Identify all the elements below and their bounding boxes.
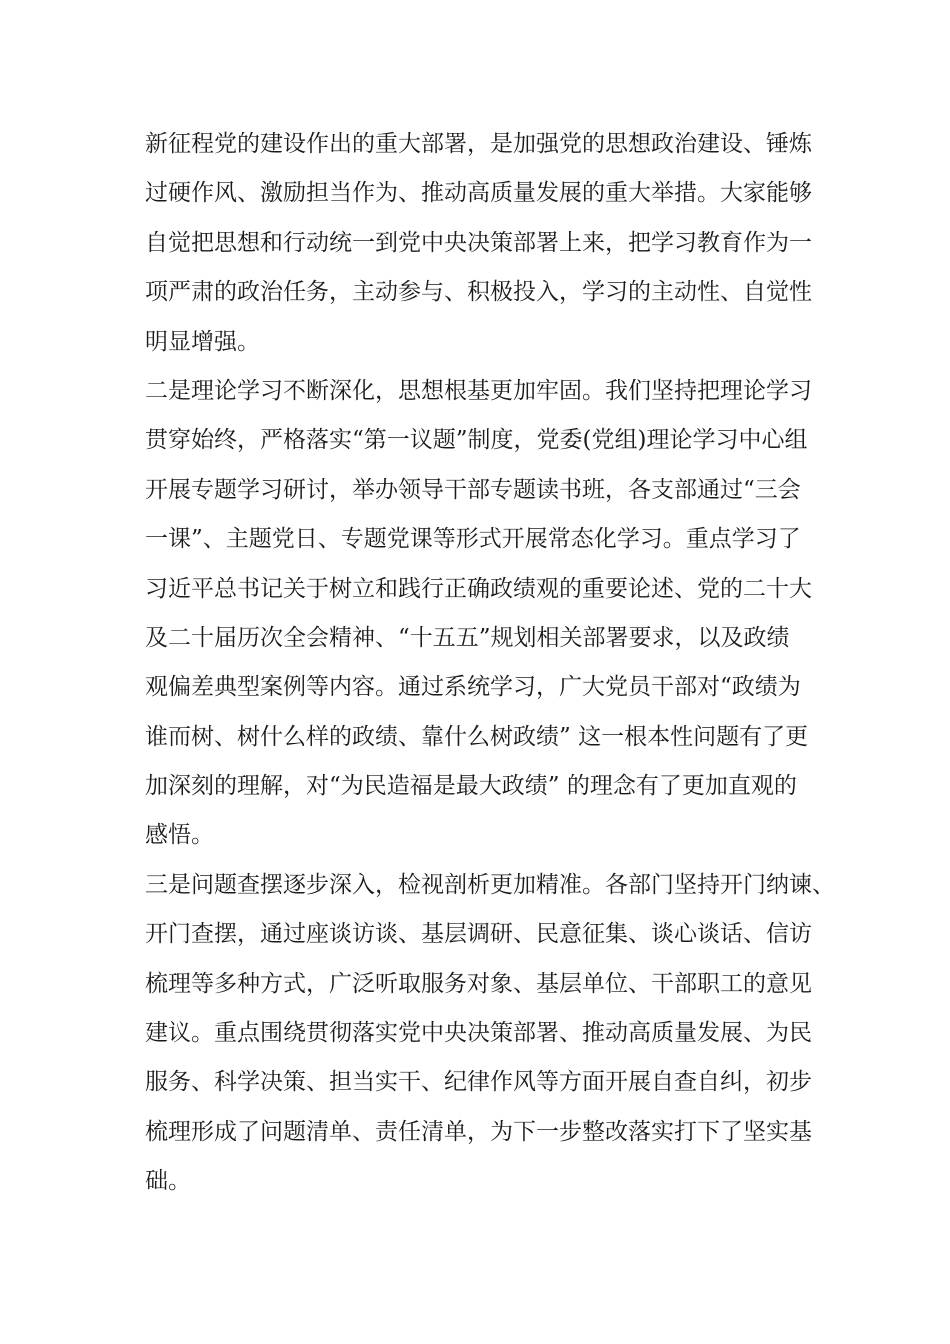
text-line: 开展专题学习研讨，举办领导干部专题读书班，各支部通过“三会 bbox=[145, 476, 801, 503]
text-line: 新征程党的建设作出的重大部署，是加强党的思想政治建设、锤炼 bbox=[145, 131, 812, 157]
text-line: 础。 bbox=[145, 1168, 191, 1195]
text-line: 梳理形成了问题清单、责任清单，为下一步整改落实打下了坚实基 bbox=[145, 1118, 812, 1145]
text-line: 三是问题查摆逐步深入，检视剖析更加精准。各部门坚持开门纳谏、 bbox=[145, 871, 835, 898]
text-line: 项严肃的政治任务，主动参与、积极投入，学习的主动性、自觉性 bbox=[145, 279, 812, 306]
document-body bbox=[145, 120, 835, 1207]
text-line: 加深刻的理解，对“为民造福是最大政绩” 的理念有了更加直观的 bbox=[145, 773, 797, 800]
text-line: 贯穿始终，严格落实“第一议题”制度，党委(党组)理论学习中心组 bbox=[145, 427, 808, 454]
text-line: 二是理论学习不断深化，思想根基更加牢固。我们坚持把理论学习 bbox=[145, 377, 812, 404]
text-line: 建议。重点围绕贯彻落实党中央决策部署、推动高质量发展、为民 bbox=[145, 1020, 812, 1047]
text-line: 一课”、主题党日、专题党课等形式开展常态化学习。重点学习了 bbox=[145, 526, 801, 553]
text-line: 观偏差典型案例等内容。通过系统学习，广大党员干部对“政绩为 bbox=[145, 674, 801, 701]
text-line: 感悟。 bbox=[145, 822, 214, 849]
text-line: 及二十届历次全会精神、“十五五”规划相关部署要求，以及政绩 bbox=[145, 624, 790, 651]
text-line: 服务、科学决策、担当实干、纪律作风等方面开展自查自纠，初步 bbox=[145, 1069, 812, 1096]
text-line: 自觉把思想和行动统一到党中央决策部署上来，把学习教育作为一 bbox=[145, 229, 812, 256]
text-line: 习近平总书记关于树立和践行正确政绩观的重要论述、党的二十大 bbox=[145, 575, 812, 602]
text-line: 明显增强。 bbox=[145, 328, 260, 355]
text-line: 梳理等多种方式，广泛听取服务对象、基层单位、干部职工的意见 bbox=[145, 970, 812, 997]
text-line: 谁而树、树什么样的政绩、靠什么树政绩” 这一根本性问题有了更 bbox=[145, 723, 809, 750]
text-line: 过硬作风、激励担当作为、推动高质量发展的重大举措。大家能够 bbox=[145, 180, 812, 207]
text-line: 开门查摆，通过座谈访谈、基层调研、民意征集、谈心谈话、信访 bbox=[145, 921, 812, 948]
